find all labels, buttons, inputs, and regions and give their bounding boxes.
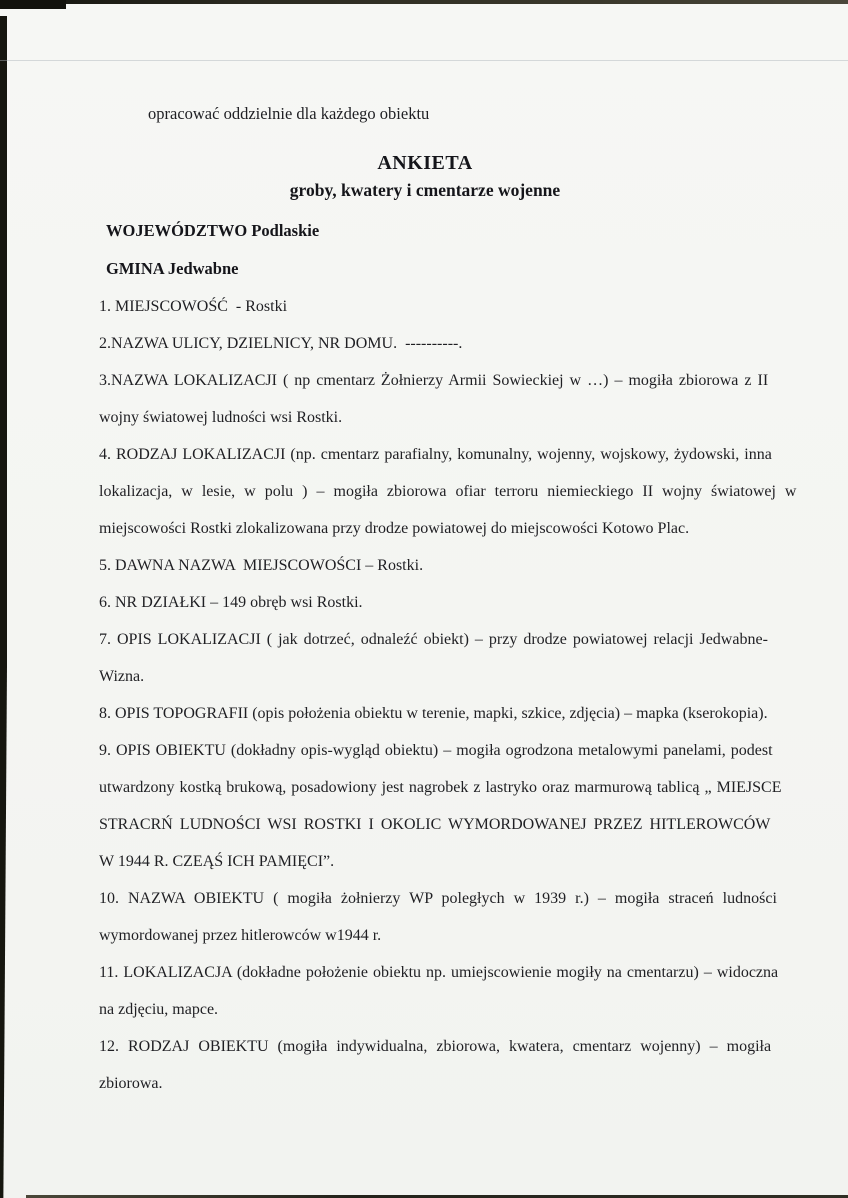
document-line: 6. NR DZIAŁKI – 149 obręb wsi Rostki. (99, 594, 363, 611)
document-line: 7. OPIS LOKALIZACJI ( jak dotrzeć, odnaleźć obiekt) – przy drodze powiatowej relacji Jedwabne- (99, 631, 768, 648)
questionnaire-body (99, 288, 797, 1102)
instruction-note: opracować oddzielnie dla każdego obiektu (148, 104, 430, 123)
document-line: Wizna. (99, 668, 145, 685)
document-line: utwardzony kostką brukową, posadowiony jest nagrobek z lastryko oraz marmurową tablicą „ MIEJSCE (99, 779, 782, 796)
document-line: lokalizacja, w lesie, w polu ) – mogiła zbiorowa ofiar terroru niemieckiego II wojny światowej w (99, 483, 797, 500)
commune-label: GMINA (106, 259, 164, 278)
document-line: 4. RODZAJ LOKALIZACJI (np. cmentarz parafialny, komunalny, wojenny, wojskowy, żydowski, inna (99, 446, 772, 463)
document-title: ANKIETA (377, 152, 473, 174)
document-subtitle: groby, kwatery i cmentarze wojenne (289, 180, 561, 200)
document-line: 10. NAZWA OBIEKTU ( mogiła żołnierzy WP poległych w 1939 r.) – mogiła straceń ludności (99, 890, 777, 907)
document-line: 9. OPIS OBIEKTU (dokładny opis-wygląd obiektu) – mogiła ogrodzona metalowymi panelami, podest (99, 742, 773, 759)
province-heading (106, 221, 319, 241)
document-line: 11. LOKALIZACJA (dokładne położenie obiektu np. umiejscowienie mogiły na cmentarzu) – widoczna (99, 964, 779, 981)
document-line: 3.NAZWA LOKALIZACJI ( np cmentarz Żołnierzy Armii Sowieckiej w …) – mogiła zbiorowa z II (99, 372, 769, 389)
scan-corner-mark (0, 0, 66, 9)
scan-edge-left (0, 16, 7, 1198)
document-line: 2.NAZWA ULICY, DZIELNICY, NR DOMU. ----------. (99, 335, 463, 352)
document-line: miejscowości Rostki zlokalizowana przy drodze powiatowej do miejscowości Kotowo Plac. (99, 520, 690, 537)
document-line: wojny światowej ludności wsi Rostki. (99, 409, 343, 426)
document-content (99, 0, 797, 1198)
province-value: Podlaskie (251, 221, 320, 240)
province-label: WOJEWÓDZTWO (106, 221, 248, 240)
document-line: 1. MIEJSCOWOŚĆ - Rostki (99, 298, 288, 315)
document-line: STRACRŃ LUDNOŚCI WSI ROSTKI I OKOLIC WYMORDOWANEJ PRZEZ HITLEROWCÓW (99, 816, 771, 833)
document-line: 12. RODZAJ OBIEKTU (mogiła indywidualna, zbiorowa, kwatera, cmentarz wojenny) – mogiła (99, 1038, 772, 1055)
commune-value: Jedwabne (167, 259, 239, 278)
document-line: zbiorowa. (99, 1075, 163, 1092)
document-line: W 1944 R. CZEĄŚ ICH PAMIĘCI”. (99, 853, 335, 870)
document-line: na zdjęciu, mapce. (99, 1001, 219, 1018)
document-line: 8. OPIS TOPOGRAFII (opis położenia obiektu w terenie, mapki, szkice, zdjęcia) – mapka (kserokopia). (99, 705, 768, 722)
document-line: wymordowanej przez hitlerowców w1944 r. (99, 927, 382, 944)
document-line: 5. DAWNA NAZWA MIEJSCOWOŚCI – Rostki. (99, 557, 424, 574)
commune-heading (106, 259, 238, 279)
